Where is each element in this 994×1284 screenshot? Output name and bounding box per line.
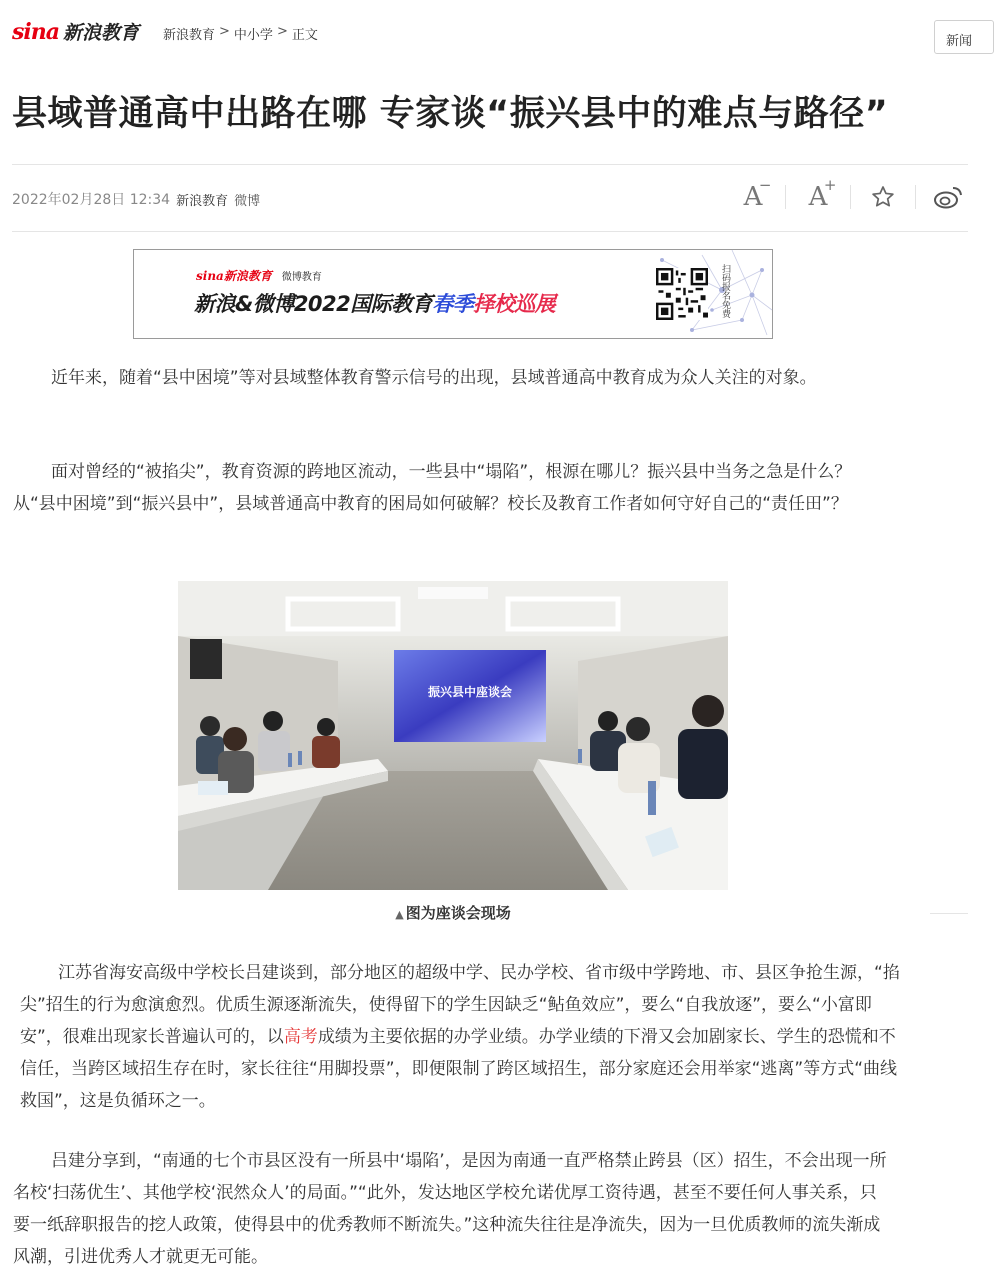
screen-title: 振兴县中座谈会 [427,685,513,699]
qr-code-icon [656,268,708,320]
banner-headline-part1: 新浪&微博2022国际教育 [194,292,433,316]
channel-name: 新浪教育 [63,22,140,44]
meeting-scene [178,581,728,890]
toolbar-divider [850,185,851,209]
article-meta [12,189,260,209]
breadcrumb-item-home[interactable]: 新浪教育 [163,28,216,43]
divider [930,913,968,914]
share-weibo-button[interactable] [930,180,966,214]
sina-logo-text: sina [12,18,59,45]
paragraph-lvjian-1 [20,957,900,1117]
photo-caption-text: 图为座谈会现场 [405,904,511,922]
banner-sina-logo: sina新浪教育 [196,269,272,283]
paragraph-questions: 面对曾经的“被掐尖”，教育资源的跨地区流动，一些县中“塌陷”，根源在哪儿？振兴县中当务之急是什么？从“县中困境”到“振兴县中”，县域普通高中教育的困局如何破解？校长及教育工作者如何守好自己的“责任田”？ [13,462,852,514]
article-source-link[interactable]: 新浪教育 [176,193,229,209]
paragraph-text: 成绩为主要依据的办学业绩。办学业绩的下滑又会加剧家长、学生的恐慌和不信任，当跨区域招生存在时，家长往往“用脚投票”，即便限制了跨区域招生，部分家庭还会用举家“逃离”等方式“曲线救国”，这是负循环之一。 [20,1027,898,1111]
divider [12,231,968,232]
banner-headline-part3: 择校巡展 [473,292,556,316]
article-toolbar [735,176,966,214]
caption-triangle-icon: ▲ [395,908,404,921]
news-nav-button[interactable]: 新闻 [934,20,994,54]
favorite-button[interactable] [865,180,901,214]
banner-logos [196,267,322,284]
star-icon [870,184,896,210]
font-increase-button[interactable] [800,176,837,214]
weibo-link[interactable]: 微博 [234,193,261,209]
article-photo [178,581,728,890]
banner-weibo-logo: 微博教育 [281,272,322,283]
page-title: 县域普通高中出路在哪 专家谈“振兴县中的难点与路径” [12,94,889,134]
breadcrumb-item-current: 正文 [291,28,318,43]
paragraph-intro: 近年来，随着“县中困境”等对县域整体教育警示信号的出现，县域普通高中教育成为众人关注的对象。 [51,368,817,388]
site-logo[interactable] [12,18,139,45]
breadcrumb [163,24,318,43]
toolbar-divider [785,185,786,209]
paragraph-text: 江苏省海安高级中学校长吕建谈到，部分地区的超级中学、民办学校、省市级中学跨地、市、县区争抢生源，“掐尖”招生的行为愈演愈烈。优质生源逐渐流失，使得留下的学生因缺乏“鲇鱼效应”，要么“自我放逐”，要么“小富即安”，很难出现家长普遍认可的，以 [20,963,900,1047]
font-increase-icon: A + [808,176,837,212]
divider [12,164,968,165]
banner-headline [194,288,555,318]
font-decrease-icon: A − [743,176,772,212]
top-bar [0,0,973,66]
toolbar-divider [915,185,916,209]
font-decrease-button[interactable] [735,176,772,214]
keyword-link-gaokao[interactable]: 高考 [283,1027,318,1047]
breadcrumb-separator: > [276,24,288,39]
banner-headline-part2: 春季 [432,292,474,316]
weibo-icon [933,184,963,210]
banner-side-text: 扫码报名免费 [720,264,730,318]
publish-date: 2022年02月28日 12:34 [12,192,171,208]
banner-ad[interactable] [133,249,773,339]
paragraph-lvjian-2: 吕建分享到，“南通的七个市县区没有一所县中‘塌陷’，是因为南通一直严格禁止跨县（区）招生，不会出现一所名校‘扫荡优生’、其他学校‘泯然众人’的局面。”“此外，发达地区学校允诺优厚工资待遇，甚至不要任何人事关系，只要一纸辞职报告的挖人政策，使得县中的优秀教师不断流失。”这种流失往往是净流失，因为一旦优质教师的流失渐成风潮，引进优秀人才就更无可能。 [13,1151,887,1267]
breadcrumb-item-section[interactable]: 中小学 [233,28,273,43]
breadcrumb-separator: > [219,24,230,39]
photo-caption [178,902,728,923]
